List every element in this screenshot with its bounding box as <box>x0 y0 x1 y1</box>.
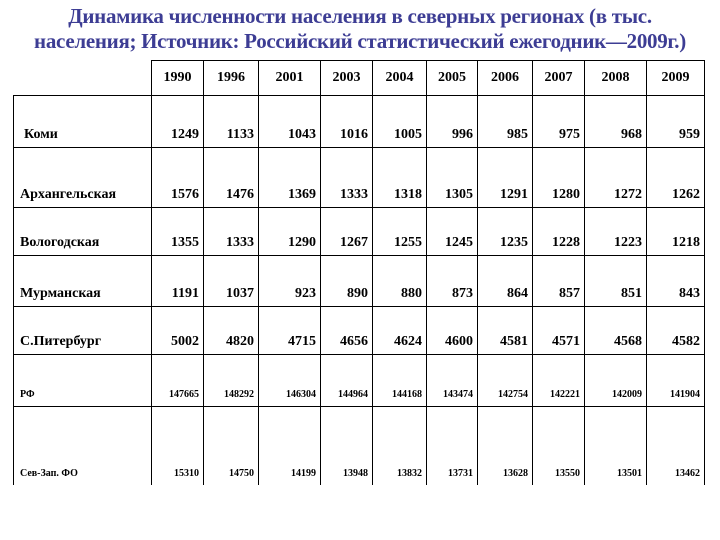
table-cell: 873 <box>427 256 478 307</box>
table-cell: 890 <box>321 256 373 307</box>
table-cell: 1272 <box>585 148 647 208</box>
table-cell: 147665 <box>152 355 204 407</box>
table-cell: 1262 <box>647 148 705 208</box>
table-cell: 4715 <box>259 307 321 355</box>
table-cell: 1249 <box>152 96 204 148</box>
title-line-2: населения; Источник: Российский статистический ежегодник—2009г.) <box>34 29 686 53</box>
table-cell: 4820 <box>204 307 259 355</box>
table-cell: 13462 <box>647 407 705 485</box>
table-row <box>14 307 705 355</box>
table-cell: 1043 <box>259 96 321 148</box>
table-cell: 1191 <box>152 256 204 307</box>
table-cell: 843 <box>647 256 705 307</box>
region-name: Архангельская <box>14 148 152 208</box>
table-cell: 1290 <box>259 208 321 256</box>
table-cell: 1576 <box>152 148 204 208</box>
year-header: 2009 <box>647 61 705 96</box>
year-header: 2004 <box>373 61 427 96</box>
table-cell: 13948 <box>321 407 373 485</box>
table-row <box>14 148 705 208</box>
year-header: 2005 <box>427 61 478 96</box>
table-cell: 1305 <box>427 148 478 208</box>
table-cell: 1228 <box>533 208 585 256</box>
year-header: 2001 <box>259 61 321 96</box>
table-cell: 144168 <box>373 355 427 407</box>
table-cell: 1369 <box>259 148 321 208</box>
table-cell: 985 <box>478 96 533 148</box>
slide-title <box>0 4 720 54</box>
population-table <box>13 60 705 485</box>
table-cell: 142009 <box>585 355 647 407</box>
header-row <box>14 61 705 96</box>
region-name: Мурманская <box>14 256 152 307</box>
title-line-1: Динамика численности населения в северных регионах (в тыс. <box>68 4 652 28</box>
region-name: Сев-Зап. ФО <box>14 407 152 485</box>
table-cell: 13628 <box>478 407 533 485</box>
table-cell: 5002 <box>152 307 204 355</box>
table-cell: 1476 <box>204 148 259 208</box>
table-cell: 857 <box>533 256 585 307</box>
table-cell: 142221 <box>533 355 585 407</box>
table-cell: 148292 <box>204 355 259 407</box>
table-cell: 142754 <box>478 355 533 407</box>
region-name: С.Питербург <box>14 307 152 355</box>
table-cell: 923 <box>259 256 321 307</box>
year-header: 2008 <box>585 61 647 96</box>
table-cell: 1005 <box>373 96 427 148</box>
table-cell: 864 <box>478 256 533 307</box>
table-cell: 1291 <box>478 148 533 208</box>
table-row <box>14 355 705 407</box>
table-cell: 996 <box>427 96 478 148</box>
table-row <box>14 208 705 256</box>
table-cell: 1333 <box>321 148 373 208</box>
table-cell: 4600 <box>427 307 478 355</box>
table-cell: 13501 <box>585 407 647 485</box>
year-header: 1990 <box>152 61 204 96</box>
table-row <box>14 96 705 148</box>
year-header: 1996 <box>204 61 259 96</box>
year-header: 2006 <box>478 61 533 96</box>
table-cell: 4656 <box>321 307 373 355</box>
region-name: Коми <box>14 96 152 148</box>
table-row <box>14 256 705 307</box>
table-cell: 1016 <box>321 96 373 148</box>
region-name: РФ <box>14 355 152 407</box>
table-cell: 880 <box>373 256 427 307</box>
table-cell: 1223 <box>585 208 647 256</box>
table-cell: 1133 <box>204 96 259 148</box>
table-cell: 959 <box>647 96 705 148</box>
table-cell: 4582 <box>647 307 705 355</box>
table-cell: 4624 <box>373 307 427 355</box>
year-header: 2007 <box>533 61 585 96</box>
table-cell: 4568 <box>585 307 647 355</box>
table-cell: 144964 <box>321 355 373 407</box>
table-cell: 15310 <box>152 407 204 485</box>
table-cell: 13550 <box>533 407 585 485</box>
year-header: 2003 <box>321 61 373 96</box>
table-cell: 4571 <box>533 307 585 355</box>
table-cell: 146304 <box>259 355 321 407</box>
region-name: Вологодская <box>14 208 152 256</box>
table-cell: 13731 <box>427 407 478 485</box>
table-cell: 14199 <box>259 407 321 485</box>
table-cell: 1333 <box>204 208 259 256</box>
table-cell: 851 <box>585 256 647 307</box>
table-cell: 1218 <box>647 208 705 256</box>
table-cell: 1318 <box>373 148 427 208</box>
table-cell: 13832 <box>373 407 427 485</box>
table-cell: 141904 <box>647 355 705 407</box>
table-cell: 1280 <box>533 148 585 208</box>
table-cell: 14750 <box>204 407 259 485</box>
table-cell: 4581 <box>478 307 533 355</box>
table-cell: 1037 <box>204 256 259 307</box>
table-cell: 143474 <box>427 355 478 407</box>
table-cell: 968 <box>585 96 647 148</box>
table-row <box>14 407 705 485</box>
table-cell: 1267 <box>321 208 373 256</box>
table-cell: 1255 <box>373 208 427 256</box>
table-cell: 975 <box>533 96 585 148</box>
table-cell: 1355 <box>152 208 204 256</box>
table-cell: 1245 <box>427 208 478 256</box>
header-corner <box>14 61 152 96</box>
table-cell: 1235 <box>478 208 533 256</box>
